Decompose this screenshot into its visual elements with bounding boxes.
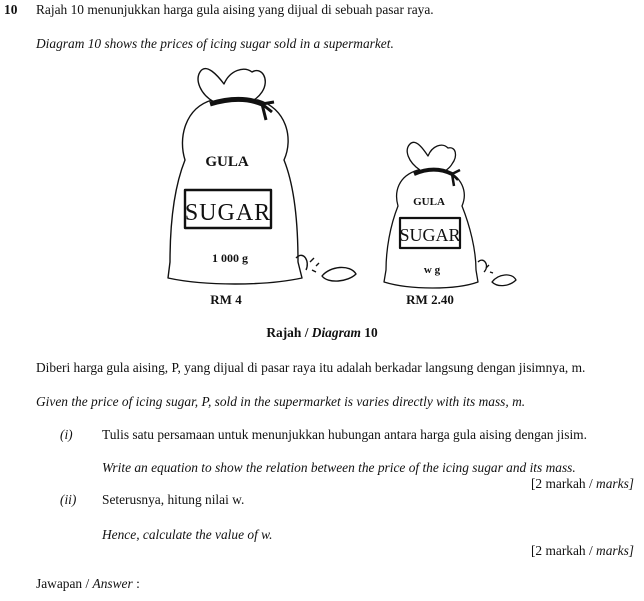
big-bag-label: SUGAR bbox=[184, 200, 272, 226]
intro-malay: Rajah 10 menunjukkan harga gula aising yang dijual di sebuah pasar raya. bbox=[36, 2, 434, 17]
small-bag-mass: w g bbox=[423, 264, 441, 276]
statement-malay: Diberi harga gula aising, P, yang dijual di pasar raya itu adalah berkadar langsung dengan jisimnya, m. bbox=[36, 360, 586, 375]
small-bag-brand: GULA bbox=[413, 196, 445, 208]
small-bag-price: RM 2.40 bbox=[406, 292, 454, 307]
part-ii-malay: Seterusnya, hitung nilai w. bbox=[102, 492, 245, 507]
small-sugar-bag bbox=[384, 142, 516, 288]
part-ii-label: (ii) bbox=[60, 492, 77, 507]
big-bag-mass: 1 000 g bbox=[212, 251, 248, 265]
intro-english: Diagram 10 shows the prices of icing sugar sold in a supermarket. bbox=[36, 36, 394, 51]
big-bag-brand: GULA bbox=[205, 154, 249, 170]
part-ii-marks: [2 markah / marks] bbox=[530, 543, 634, 558]
big-sugar-bag bbox=[168, 69, 356, 284]
part-i-english: Write an equation to show the relation between the price of the icing sugar and its mass. bbox=[102, 460, 576, 475]
part-ii-english: Hence, calculate the value of w. bbox=[102, 527, 273, 542]
part-i-marks: [2 markah / marks] bbox=[530, 476, 634, 491]
statement-english: Given the price of icing sugar, P, sold in the supermarket is varies directly with its mass, m. bbox=[36, 394, 526, 409]
small-bag-label: SUGAR bbox=[399, 225, 461, 245]
answer-label: Jawapan / Answer : bbox=[36, 576, 140, 591]
diagram-caption: Rajah / Diagram 10 bbox=[266, 325, 378, 340]
question-number: 10 bbox=[4, 2, 18, 17]
big-bag-price: RM 4 bbox=[210, 292, 242, 307]
part-i-label: (i) bbox=[60, 427, 73, 442]
part-i-malay: Tulis satu persamaan untuk menunjukkan hubungan antara harga gula aising dengan jisim. bbox=[102, 427, 587, 442]
